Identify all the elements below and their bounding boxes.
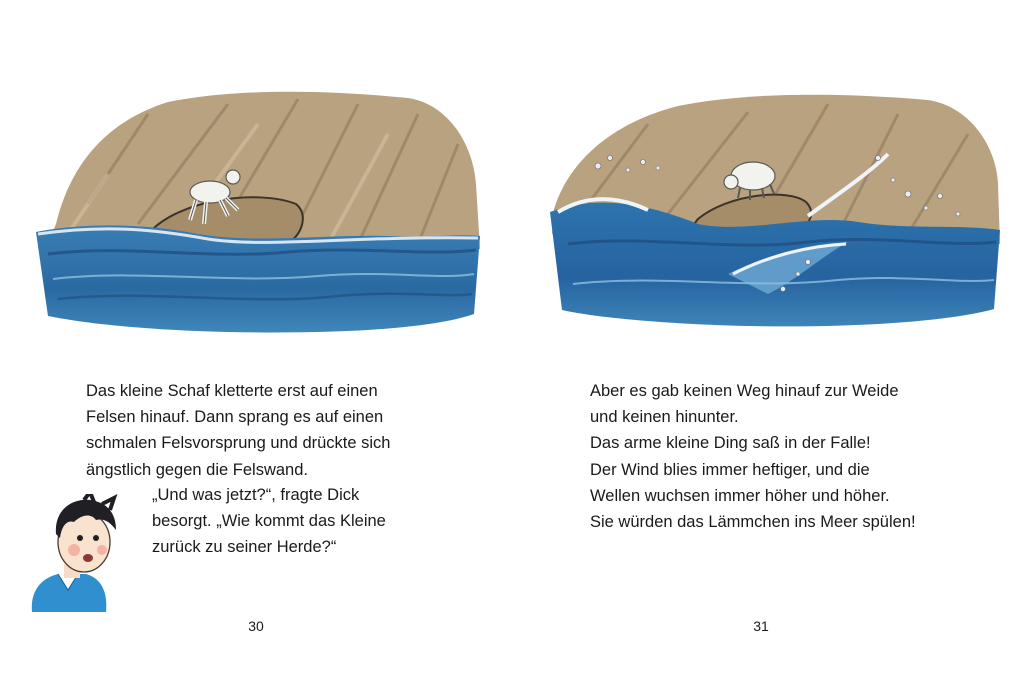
paragraph-line: Aber es gab keinen Weg hinauf zur Weide xyxy=(590,382,899,400)
paragraph-line: Wellen wuchsen immer höher und höher. xyxy=(590,486,890,505)
paragraph-line: Das kleine Schaf kletterte erst auf einen xyxy=(86,382,378,400)
paragraph-line: ängstlich gegen die Felswand. xyxy=(86,460,308,479)
dialogue-quote xyxy=(152,482,386,561)
illustration-lamb-on-rock-drawing xyxy=(28,84,483,339)
paragraph-line: schmalen Felsvorsprung und drückte sich xyxy=(86,434,391,453)
paragraph xyxy=(590,378,916,535)
quote-line: besorgt. „Wie kommt das Kleine xyxy=(152,512,386,531)
paragraph-line: Der Wind blies immer heftiger, und die xyxy=(590,460,870,479)
dick-portrait-illustration xyxy=(24,494,128,614)
right-page xyxy=(510,0,1020,691)
page-number: 30 xyxy=(248,618,264,634)
paragraph-line: Das arme kleine Ding saß in der Falle! xyxy=(590,434,871,453)
quote-line: „Und was jetzt?“, fragte Dick xyxy=(152,486,360,504)
paragraph-line: Felsen hinauf. Dann sprang es auf einen xyxy=(86,408,384,427)
page-number: 31 xyxy=(753,618,769,634)
paragraph-line: Sie würden das Lämmchen ins Meer spülen! xyxy=(590,513,916,532)
illustration-lamb-in-waves xyxy=(548,84,1003,339)
paragraph xyxy=(86,378,390,483)
illustration-lamb-on-rock xyxy=(28,84,483,339)
boy-face-drawing xyxy=(24,494,128,614)
illustration-lamb-in-waves-drawing xyxy=(548,84,1003,339)
paragraph-line: und keinen hinunter. xyxy=(590,408,739,427)
quote-line: zurück zu seiner Herde?“ xyxy=(152,538,337,557)
